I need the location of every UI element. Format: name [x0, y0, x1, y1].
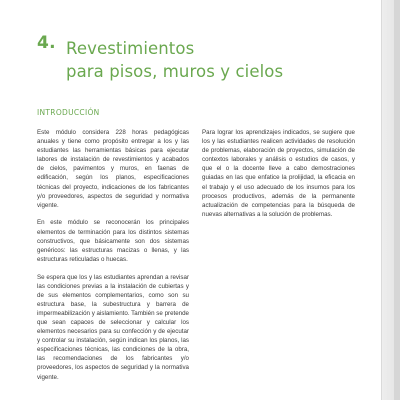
- paragraph: Se espera que los y las estudiantes aprendan a revisar las condiciones previas a la instalación de cubiertas y de sus elementos complementarios, como son su estructura base, la subestructura y barrera de impermeabilización y aislamiento. También se pretende que sean capaces de seleccionar y calcular los elementos necesarios para su confección y de ejecutar y controlar su instalación, según indican los planos, las especificaciones técnicas, las condiciones de la obra, las recomendaciones de los fabricantes y/o proveedores, los aspectos de seguridad y la normativa vigente.: [37, 273, 189, 381]
- chapter-number: 4.: [37, 33, 56, 53]
- chapter-title-line: para pisos, muros y cielos: [66, 62, 284, 81]
- page-edge-shade: [394, 0, 400, 400]
- chapter-title: [66, 37, 283, 83]
- left-column: [37, 128, 189, 390]
- paragraph: En este módulo se reconocerán los principales elementos de terminación para los distintos sistemas constructivos, que básicamente son dos sistemas genéricos: las estructuras macizas o llenas, y las estructuras reticuladas o huecas.: [37, 219, 189, 263]
- chapter-title-line: Revestimientos: [66, 39, 195, 58]
- right-column: [202, 128, 355, 228]
- section-heading: INTRODUCCIÓN: [37, 108, 100, 117]
- paragraph: Para lograr los aprendizajes indicados, se sugiere que los y las estudiantes realicen actividades de resolución de problemas, elaboración de proyectos, simulación de contextos laborales y análisis o estudios de casos, y que el o la docente lleve a cabo demostraciones guiadas en las que enfatice la prolijidad, la eficacia en el trabajo y el uso adecuado de los insumos para los procesos productivos, además de la permanente actualización de competencias para la búsqueda de nuevas alternativas a la solución de problemas.: [202, 129, 355, 218]
- paragraph: Este módulo considera 228 horas pedagógicas anuales y tiene como propósito entregar a los y las estudiantes las herramientas básicas para ejecutar labores de instalación de revestimientos y acabados de cielos, pavimentos y muros, en faenas de edificación, según los planos, especificaciones técnicas del proyecto, indicaciones de los fabricantes y/o proveedores, aspectos de seguridad y normativa vigente.: [37, 129, 189, 209]
